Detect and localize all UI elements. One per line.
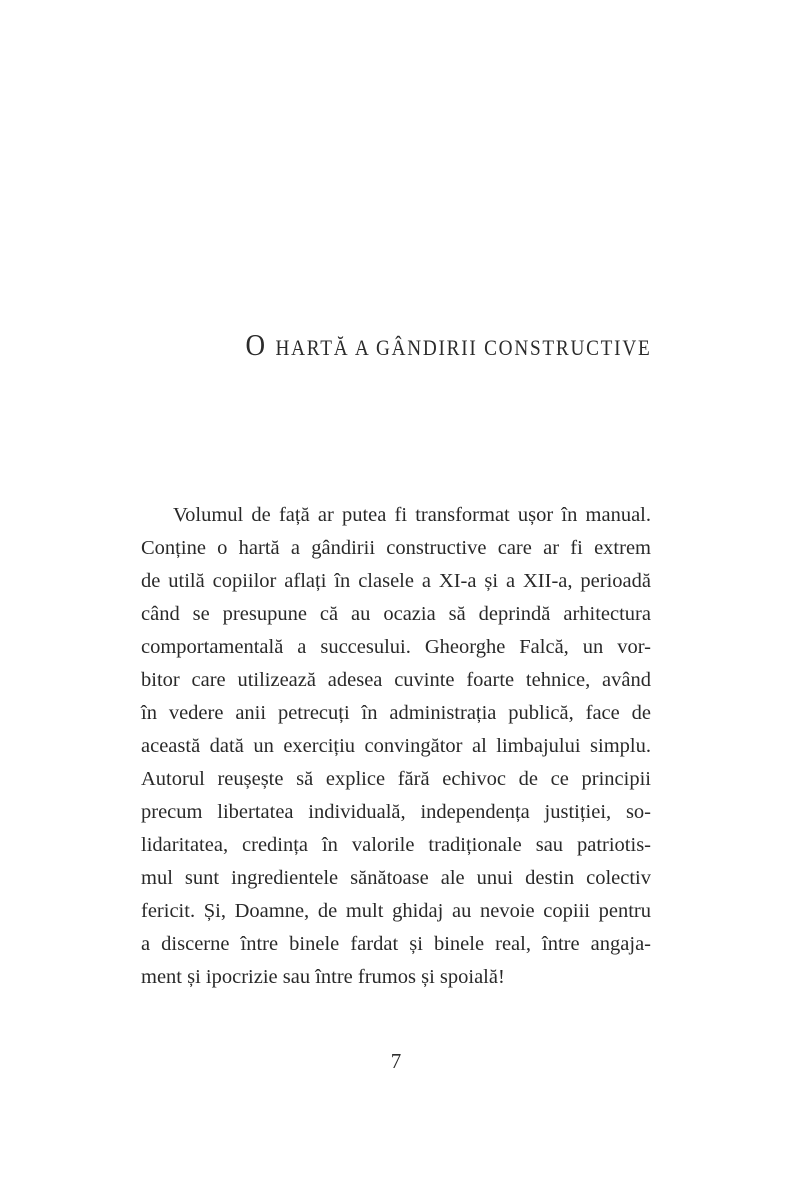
body-text-line: când se presupune că au ocazia să deprindă arhitectura: [141, 603, 651, 625]
chapter-title-text: HARTĂ A GÂNDIRII CONSTRUCTIVE: [275, 335, 651, 360]
body-text-line: a discerne între binele fardat și binele real, între angaja-: [141, 933, 651, 955]
body-text-line: precum libertatea individuală, independența justiției, so-: [141, 801, 651, 823]
body-text-line: fericit. Și, Doamne, de mult ghidaj au nevoie copiii pentru: [141, 900, 651, 922]
body-text-line: ment și ipocrizie sau între frumos și spoială!: [141, 966, 505, 988]
body-text-line: Volumul de față ar putea fi transformat ușor în manual.: [173, 504, 651, 526]
body-paragraph: [141, 499, 651, 994]
body-text-line: Autorul reușește să explice fără echivoc de ce principii: [141, 768, 651, 790]
body-text-line: Conține o hartă a gândirii constructive care ar fi extrem: [141, 537, 651, 559]
body-text-line: în vedere anii petrecuți în administrația publică, face de: [141, 702, 651, 724]
chapter-title: [245, 328, 651, 360]
page-number: 7: [390, 1049, 402, 1073]
body-text-line: mul sunt ingredientele sănătoase ale unui destin colectiv: [141, 867, 651, 889]
body-text-line: această dată un exercițiu convingător al limbajului simplu.: [141, 735, 651, 757]
body-text-line: de utilă copiilor aflați în clasele a XI-a și a XII-a, perioadă: [141, 570, 651, 592]
chapter-title-initial: O: [245, 327, 267, 362]
body-text-line: bitor care utilizează adesea cuvinte foarte tehnice, având: [141, 669, 651, 691]
body-text-line: lidaritatea, credința în valorile tradiționale sau patriotis-: [141, 834, 651, 856]
body-text-line: comportamentală a succesului. Gheorghe Falcă, un vor-: [141, 636, 651, 658]
